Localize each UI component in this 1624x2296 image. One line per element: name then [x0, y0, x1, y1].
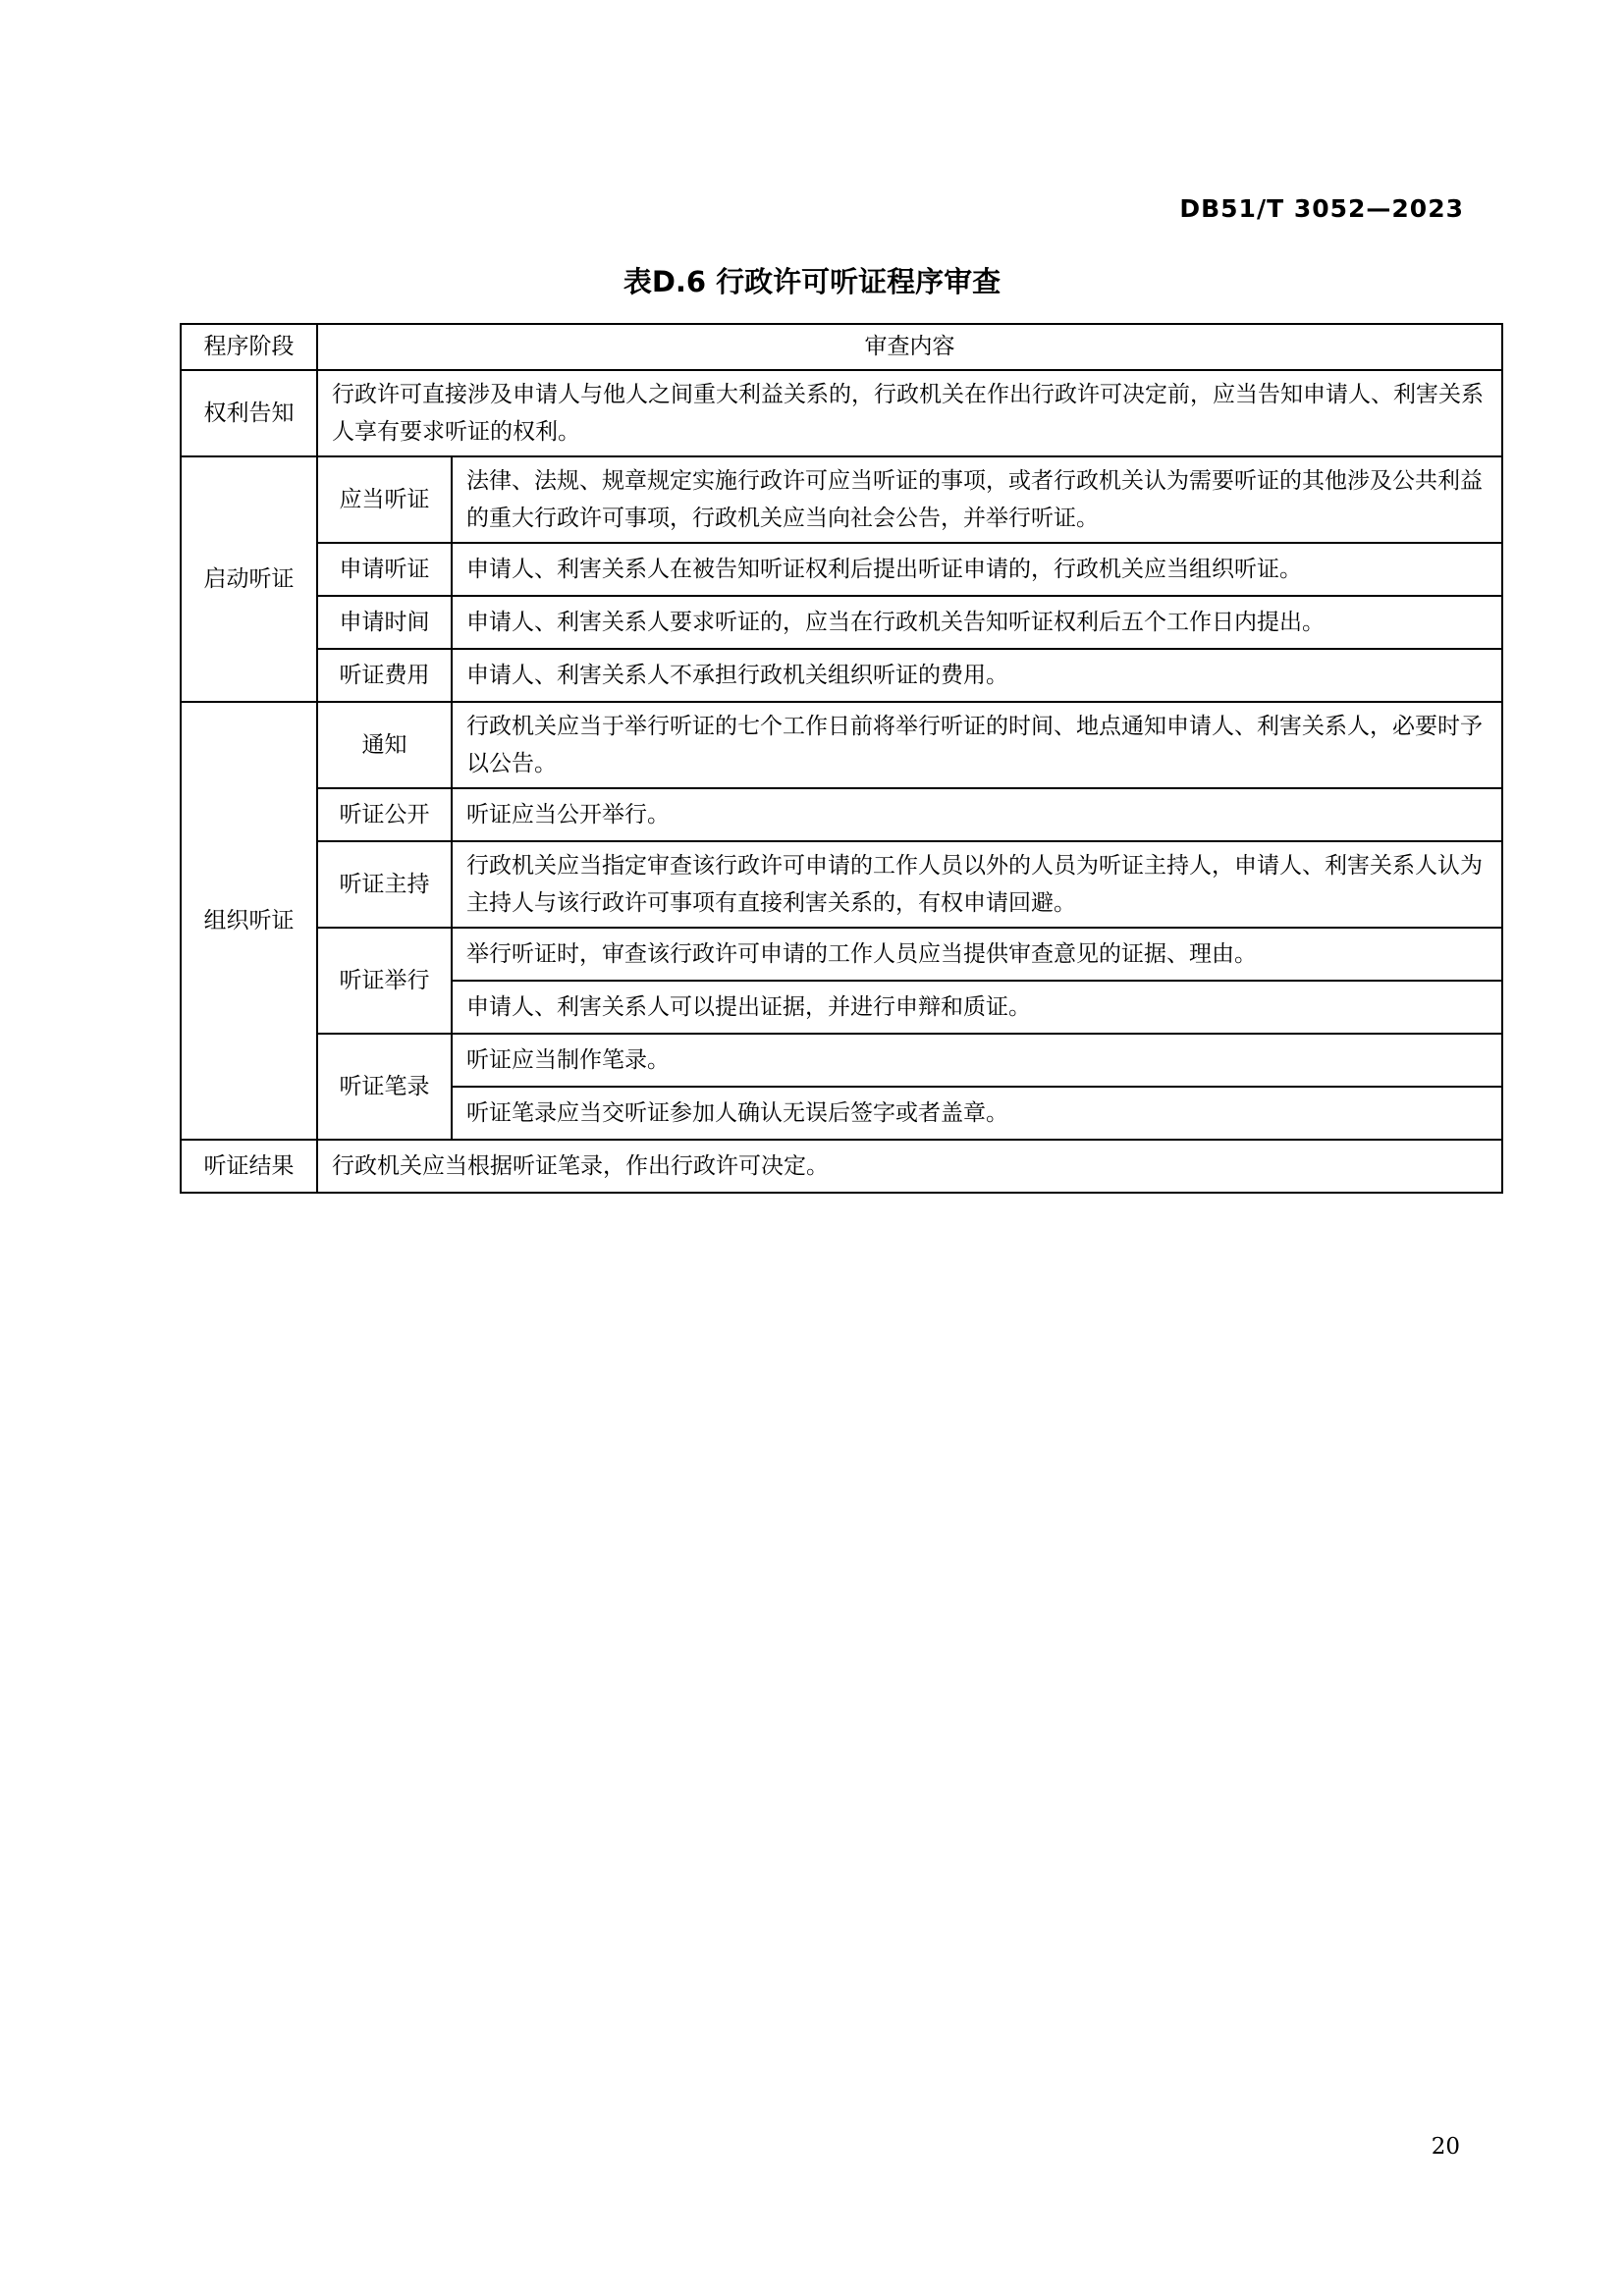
table-row — [181, 649, 1502, 702]
content-cell: 申请人、利害关系人在被告知听证权利后提出听证申请的，行政机关应当组织听证。 — [452, 543, 1502, 596]
sub-stage-cell: 通知 — [317, 702, 452, 788]
sub-stage-cell: 听证笔录 — [317, 1034, 452, 1140]
sub-stage-cell: 听证主持 — [317, 841, 452, 928]
stage-cell: 组织听证 — [181, 702, 317, 1140]
sub-stage-cell: 申请时间 — [317, 596, 452, 649]
stage-cell: 权利告知 — [181, 370, 317, 456]
content-cell: 行政机关应当指定审查该行政许可申请的工作人员以外的人员为听证主持人，申请人、利害关系人认为主持人与该行政许可事项有直接利害关系的，有权申请回避。 — [452, 841, 1502, 928]
content-cell: 行政许可直接涉及申请人与他人之间重大利益关系的，行政机关在作出行政许可决定前，应当告知申请人、利害关系人享有要求听证的权利。 — [317, 370, 1502, 456]
review-table — [180, 323, 1503, 1194]
sub-stage-cell: 听证举行 — [317, 928, 452, 1034]
stage-cell: 启动听证 — [181, 456, 317, 702]
content-cell: 听证应当制作笔录。 — [452, 1034, 1502, 1087]
content-cell: 法律、法规、规章规定实施行政许可应当听证的事项，或者行政机关认为需要听证的其他涉及公共利益的重大行政许可事项，行政机关应当向社会公告，并举行听证。 — [452, 456, 1502, 543]
table-title: 表D.6 行政许可听证程序审查 — [623, 265, 1001, 298]
table-row — [181, 702, 1502, 788]
header-content: 审查内容 — [317, 324, 1502, 370]
content-cell: 申请人、利害关系人要求听证的，应当在行政机关告知听证权利后五个工作日内提出。 — [452, 596, 1502, 649]
table-row — [181, 370, 1502, 456]
sub-stage-cell: 申请听证 — [317, 543, 452, 596]
table-header-row — [181, 324, 1502, 370]
table-row — [181, 1140, 1502, 1193]
table-row — [181, 543, 1502, 596]
table-row — [181, 928, 1502, 981]
table-row — [181, 841, 1502, 928]
page-number: 20 — [1431, 2134, 1460, 2160]
sub-stage-cell: 听证费用 — [317, 649, 452, 702]
content-cell: 申请人、利害关系人不承担行政机关组织听证的费用。 — [452, 649, 1502, 702]
content-cell: 举行听证时，审查该行政许可申请的工作人员应当提供审查意见的证据、理由。 — [452, 928, 1502, 981]
content-cell: 行政机关应当于举行听证的七个工作日前将举行听证的时间、地点通知申请人、利害关系人，必要时予以公告。 — [452, 702, 1502, 788]
standard-code: DB51/T 3052—2023 — [1179, 194, 1464, 223]
table-row — [181, 456, 1502, 543]
table-row — [181, 596, 1502, 649]
sub-stage-cell: 听证公开 — [317, 788, 452, 841]
content-cell: 行政机关应当根据听证笔录，作出行政许可决定。 — [317, 1140, 1502, 1193]
stage-cell: 听证结果 — [181, 1140, 317, 1193]
content-cell: 听证笔录应当交听证参加人确认无误后签字或者盖章。 — [452, 1087, 1502, 1140]
content-cell: 申请人、利害关系人可以提出证据，并进行申辩和质证。 — [452, 981, 1502, 1034]
table-row — [181, 1034, 1502, 1087]
header-stage: 程序阶段 — [181, 324, 317, 370]
content-cell: 听证应当公开举行。 — [452, 788, 1502, 841]
table-row — [181, 788, 1502, 841]
sub-stage-cell: 应当听证 — [317, 456, 452, 543]
